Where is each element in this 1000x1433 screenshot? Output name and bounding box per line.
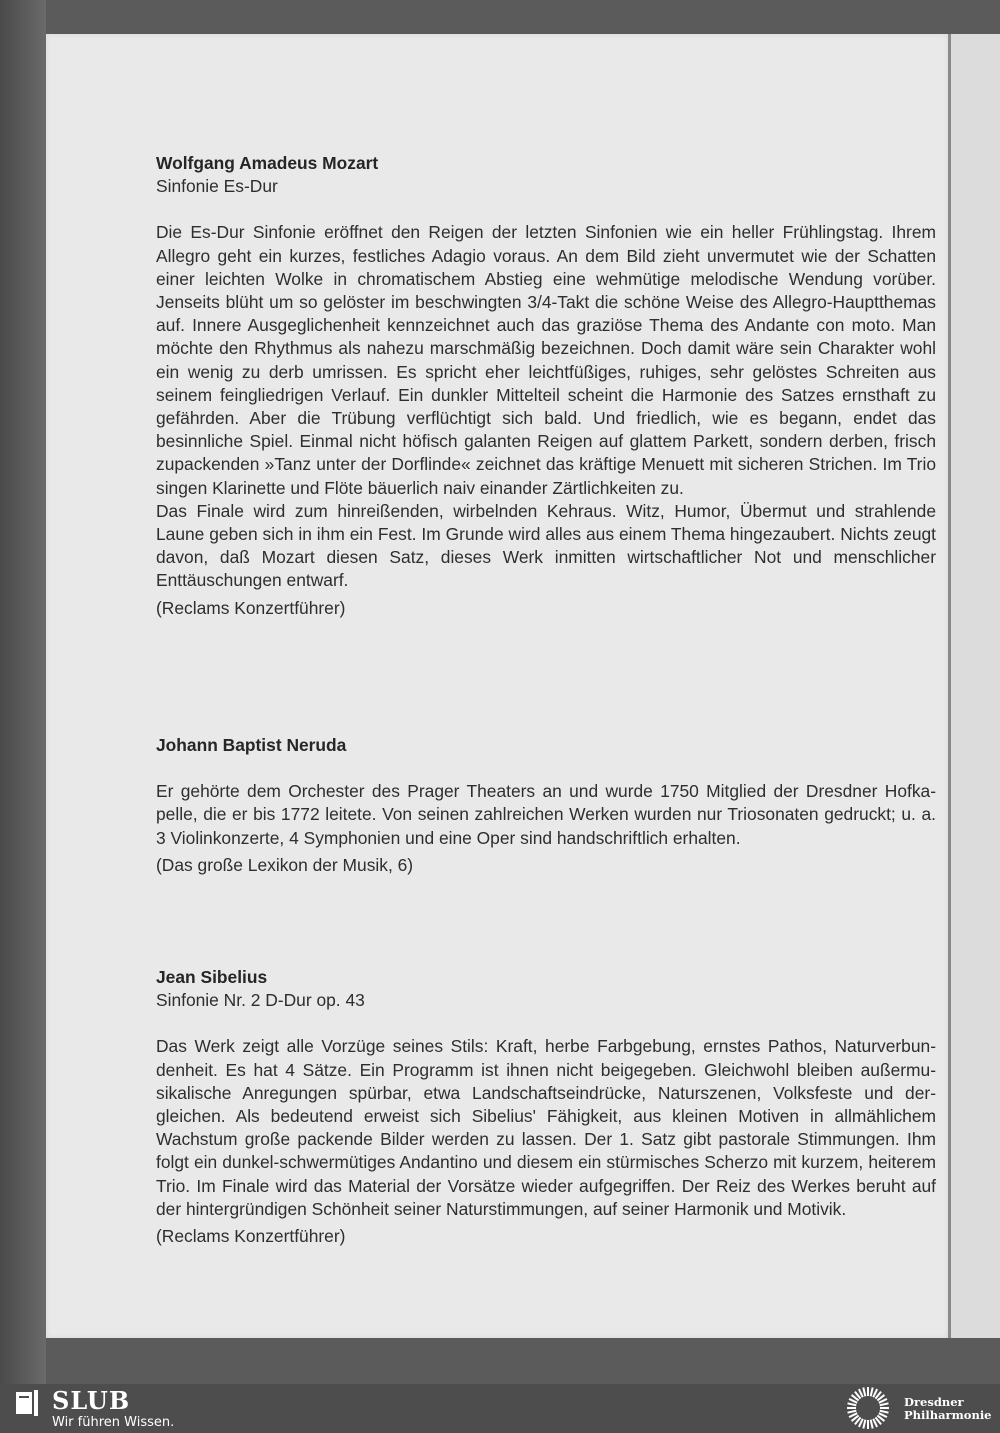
logo-ray: [880, 1411, 889, 1413]
body-paragraph: Das Finale wird zum hinreißenden, wirbelnden Kehraus. Witz, Humor, Übermut und strahlende Laune geben sich in ihm ein Fest. Im Grunde wird alles aus einem Thema hingezaubert. Nichts zeugt davon, daß Mozart diesen Satz, dieses Werk inmitten wirtschaftlicher Not und menschlicher Enttäuschungen entwarf.: [156, 500, 936, 591]
partner-name-line1: Dresdner: [904, 1395, 964, 1409]
composer-heading: Wolfgang Amadeus Mozart: [156, 153, 379, 173]
page-content: [156, 152, 936, 1247]
logo-ray: [871, 1420, 873, 1429]
slub-logo-icon: [14, 1388, 40, 1418]
adjacent-page-edge: [948, 34, 1000, 1338]
source-citation: (Reclams Konzertführer): [156, 597, 346, 618]
scan-background-left: [0, 0, 46, 1384]
section-neruda: [156, 734, 936, 877]
partner-name: [904, 1396, 992, 1422]
logo-ray: [880, 1403, 889, 1405]
section-sibelius: [156, 966, 936, 1248]
work-title: Sinfonie Es-Dur: [156, 176, 278, 197]
logo-ray: [871, 1388, 873, 1397]
footer-bar: [0, 1384, 1000, 1433]
body-paragraph: Er gehörte dem Orchester des Prager Theaters an und wurde 1750 Mitglied der Dresdner Hofkapelle, die er bis 1772 leitete. Von seinen zahlreichen Werken wurden nur Triosonaten gedruckt; u. a. 3 Violinkonzerte, 4 Symphonien und eine Oper sind handschriftlich erhalten.: [156, 781, 936, 848]
work-title: Sinfonie Nr. 2 D-Dur op. 43: [156, 990, 365, 1011]
body-paragraph: Das Werk zeigt alle Vorzüge seines Stils: Kraft, herbe Farbgebung, ernstes Pathos, Naturverbundenheit. Es hat 4 Sätze. Ein Programm ist ihnen nicht beigegeben. Gleichwohl bleiben außermusikalische Anregungen spürbar, etwa Landschaftseindrücke, Naturszenen, Volksfeste und dergleichen. Als bedeutend erweist sich Sibelius' Fähigkeit, aus kleinen Motiven in allmählichem Wachstum große packende Bilder werden zu lassen. Der 1. Satz gibt pastorale Stimmungen. Ihm folgt ein dunkel-schwermütiges Andantino und diesem ein stürmisches Scherzo mit kurzem, heiterem Trio. Im Finale wird das Material der Vorsätze wieder aufgegriffen. Der Reiz des Werkes beruht auf der hintergründigen Schönheit seiner Naturstimmungen, auf seiner Harmonik und Motivik.: [156, 1036, 936, 1219]
partner-name-line2: Philharmonie: [904, 1408, 992, 1422]
composer-heading: Jean Sibelius: [156, 967, 268, 987]
slub-tagline: Wir führen Wissen.: [52, 1415, 175, 1430]
source-citation: (Reclams Konzertführer): [156, 1226, 346, 1247]
logo-ray: [848, 1403, 857, 1405]
document-page: [46, 34, 948, 1338]
logo-ray: [848, 1411, 857, 1413]
source-citation: (Das große Lexikon der Musik, 6): [156, 854, 414, 875]
section-mozart: [156, 152, 936, 620]
slub-title: SLUB: [52, 1386, 131, 1415]
philharmonie-logo-icon: [842, 1386, 894, 1430]
logo-ray: [863, 1388, 865, 1397]
body-paragraph: Die Es-Dur Sinfonie eröffnet den Reigen der letzten Sinfonien wie ein heller Frühlingstag. Ihrem Allegro geht ein kurzes, festliches Adagio voraus. An dem Bild zieht unvermutet wie der Schatten einer leichten Wolke in chromatischem Abstieg eine wehmütige melodische Wendung vorüber. Jenseits blüht um so gelöster im beschwingten 3/4-Takt die schöne Weise des Allegro-Hauptthemas auf. Innere Ausgeglichenheit kennzeichnet auch das graziöse Thema des Andante con moto. Man möchte den Rhythmus als nahezu marschmäßig bezeichnen. Doch damit wäre sein Charakter wohl ein wenig zu derb umrissen. Es spricht eher leichtfüßiges, ruhiges, sehr gelöstes Schreiten aus seinem feingliedrigen Verlauf. Ein dunkler Mittelteil scheint die Harmonie des Satzes ernsthaft zu gefährden. Aber die Trübung verflüchtigt sich bald. Und friedlich, wie es begann, endet das besinnliche Spiel. Einmal nicht höfisch galanten Reigen auf glattem Parkett, sondern derben, frisch zupackenden »Tanz unter der Dorflinde« zeichnet das kräftige Menuett mit sicheren Strichen. Im Trio singen Klarinette und Flöte bäuerlich naiv einander Zärtlichkeiten zu.: [156, 222, 936, 498]
composer-heading: Johann Baptist Neruda: [156, 735, 347, 755]
logo-ray: [863, 1420, 865, 1429]
